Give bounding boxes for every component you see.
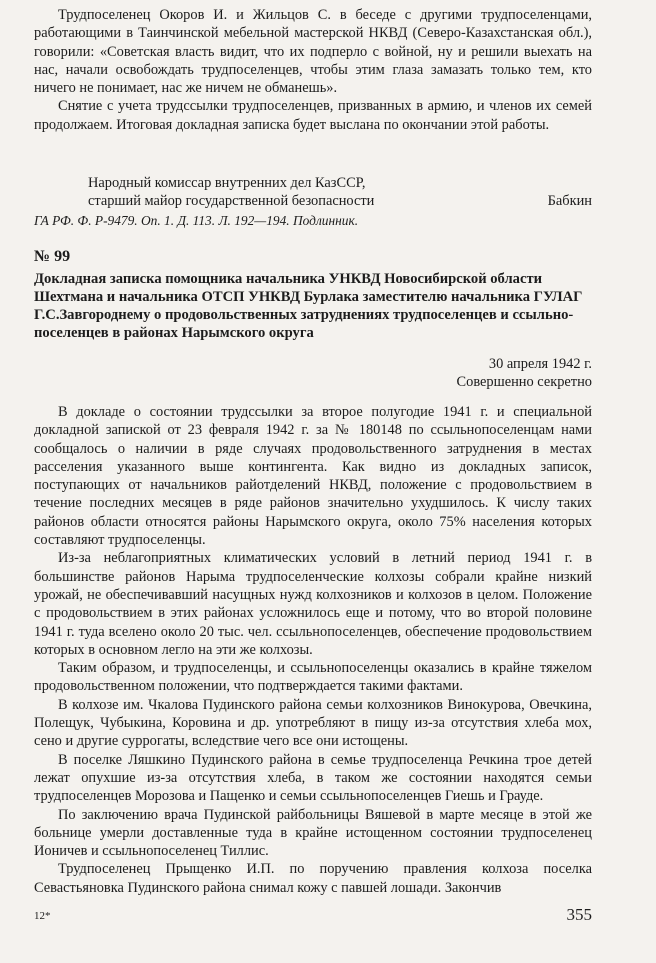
signature-title-line-1: Народный комиссар внутренних дел КазССР, <box>88 175 366 191</box>
signature-name: Бабкин <box>547 193 592 210</box>
archive-reference: ГА РФ. Ф. Р-9479. Оп. 1. Д. 113. Л. 192—194. Подлинник. <box>34 213 359 228</box>
paragraph-top-1: Трудпоселенец Окоров И. и Жильцов С. в беседе с другими трудпоселенцами, работающими в Таинчинской мебельной мастерской НКВД (Северо-Казахстанская обл.), говорили: «Советская власть видит, что их подперло с войной, ну и решили выехать на нас, начали освобождать трудпоселенцев, чтобы этим глаза замазать только тем, кто ничего не понимает, нас же ничем не обманешь». <box>34 7 592 97</box>
document-date: 30 апреля 1942 г. <box>488 356 592 372</box>
date-block <box>457 355 592 392</box>
signature-block <box>34 174 592 211</box>
paragraph-top-2: Снятие с учета трудссылки трудпоселенцев, призванных в армию, и членов их семей продолжаем. Итоговая докладная записка будет выслана по окончании этой работы. <box>34 98 592 133</box>
document-number: № 99 <box>34 248 71 265</box>
signature-mark: 12* <box>34 910 51 922</box>
paragraph-body-1: В докладе о состоянии трудссылки за второе полугодие 1941 г. и специальной докладной запиской от 23 февраля 1942 г. за № 180148 по ссыльнопоселенцам нами сообщалось о наличии в ряде случаях продовольственного затруднения в местах расселения указанного выше контингента. Как видно из докладных записок, поступающих от начальников райотделений НКВД, положение с продовольствием в течение последних месяцев в ряде районов значительно ухудшилось. К числу таких районов области относятся районы Нарымского округа, около 75% населения которых составляют трудпоселенцы. <box>34 404 592 549</box>
paragraph-body-5: В поселке Ляшкино Пудинского района в семье трудпоселенца Речкина трое детей лежат опухшие из-за отсутствия хлеба, в таком же состоянии находятся семьи трудпоселенцев Морозова и Пащенко и семьи ссыльнопоселенцев Гиешь и Грауде. <box>34 751 592 805</box>
body-text-block <box>34 403 592 897</box>
top-text-block <box>34 6 592 134</box>
page-number: 355 <box>566 905 592 924</box>
document-title: Докладная записка помощника начальника УНКВД Новосибирской области Шехтмана и начальника ОТСП УНКВД Бурлака заместителю начальника ГУЛАГ Г.С.Завгороднему о продовольственных затруднениях трудпоселенцев и ссыльно-поселенцев в районах Нарымского округа <box>34 271 583 341</box>
paragraph-body-7: Трудпоселенец Прыщенко И.П. по поручению правления колхоза поселка Севастьяновка Пудинского района снимал кожу с павшей лошади. Закончив <box>34 861 592 896</box>
signature-title-line-2: старший майор государственной безопасности <box>88 193 375 210</box>
paragraph-body-2: Из-за неблагоприятных климатических условий в летний период 1941 г. в большинстве районов Нарыма трудпоселенческие колхозы собрали крайне низкий урожай, не обеспечивавший насущных нужд колхозников и колхозов в целом. Положение с продовольствием в этих районах усложнилось еще и потому, что во второй половине 1941 г. туда вселено около 20 тыс. чел. ссыльнопоселенцев, обеспечение продовольствием которых в основном легло на эти же колхозы. <box>34 550 592 658</box>
classification-label: Совершенно секретно <box>456 374 592 391</box>
paragraph-body-3: Таким образом, и трудпоселенцы, и ссыльнопоселенцы оказались в крайне тяжелом продовольственном положении, что подтверждается такими фактами. <box>34 660 592 695</box>
paragraph-body-6: По заключению врача Пудинской райбольницы Вяшевой в марте месяце в этой же больнице умерли доставленные туда в крайне истощенном состоянии трудпоселенец Ионичев и ссыльнопоселенец Тиллис. <box>34 806 592 860</box>
paragraph-body-4: В колхозе им. Чкалова Пудинского района семьи колхозников Винокурова, Овечкина, Полещук, Чубыкина, Коровина и др. употребляют в пищу из-за отсутствия хлеба мох, сено и другие суррогаты, вследствие чего все они истощены. <box>34 696 592 750</box>
